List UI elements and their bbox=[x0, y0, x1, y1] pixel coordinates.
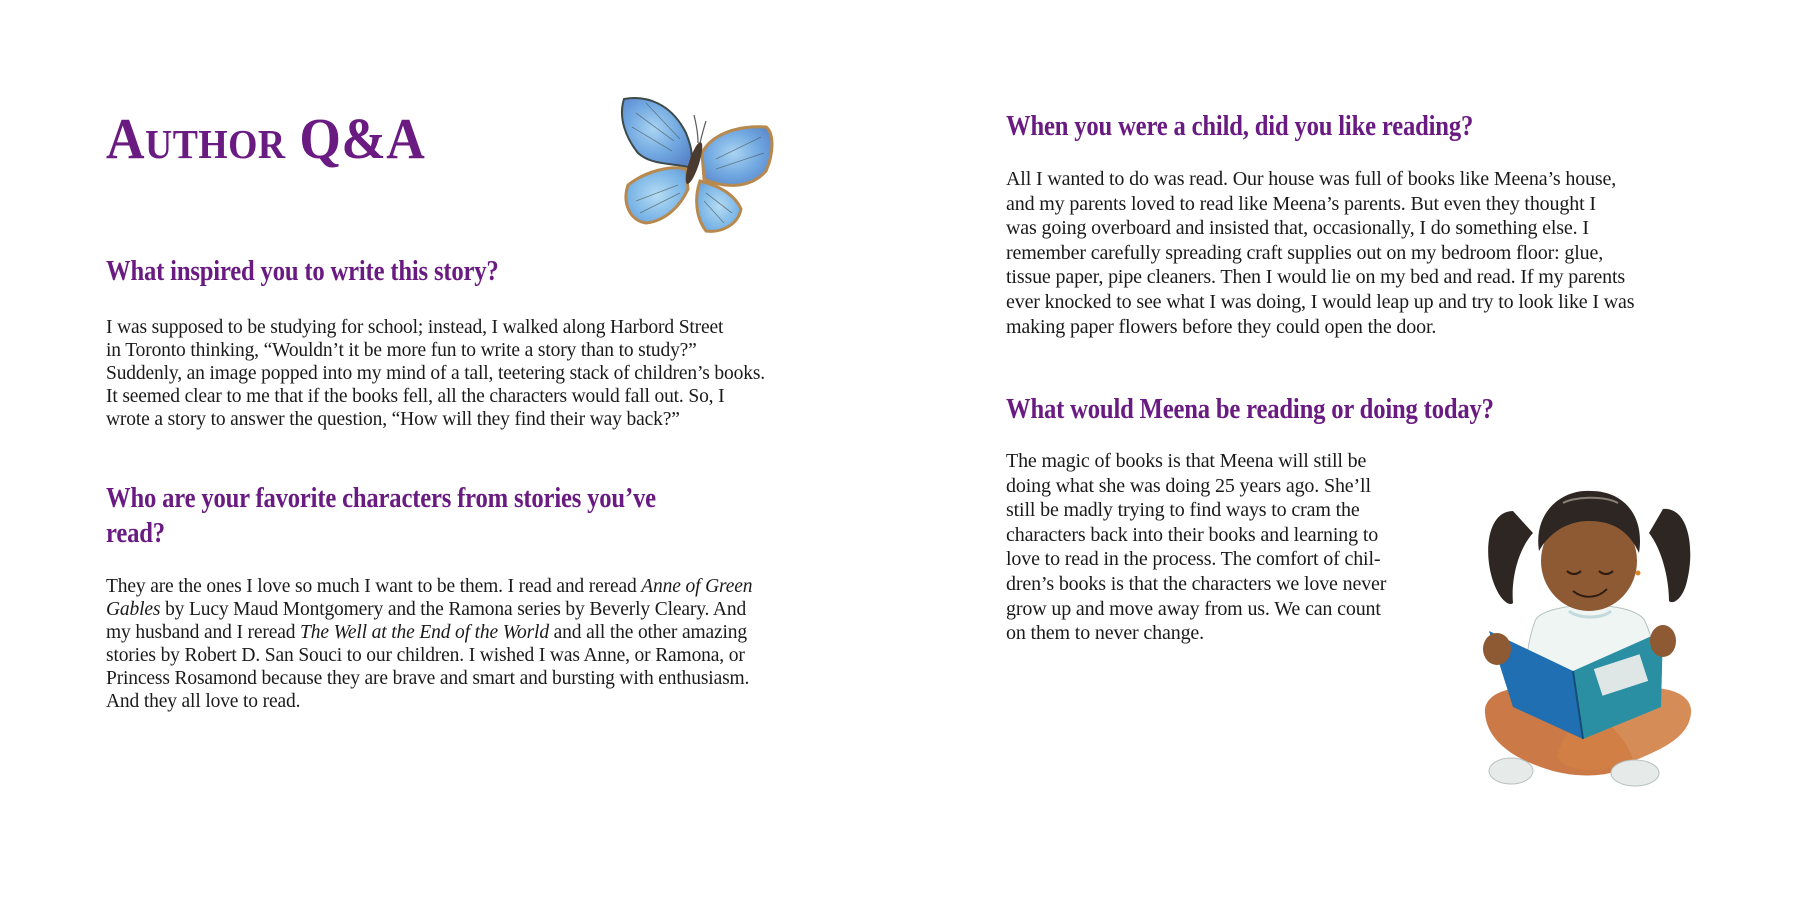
answer-line: grow up and move away from us. We can count bbox=[1006, 597, 1381, 620]
answer-paragraph bbox=[1006, 167, 1706, 339]
page-title: Author Q&A bbox=[106, 106, 426, 171]
question-heading: What inspired you to write this story? bbox=[106, 256, 499, 287]
answer-text: my husband and I reread bbox=[106, 622, 301, 643]
answer-paragraph bbox=[106, 316, 806, 431]
answer-line: And they all love to read. bbox=[106, 691, 301, 712]
question-heading: What would Meena be reading or doing today? bbox=[1006, 394, 1494, 425]
answer-text: and all the other amazing bbox=[548, 622, 747, 643]
answer-line: love to read in the process. The comfort of chil- bbox=[1006, 548, 1381, 571]
question-line: read? bbox=[106, 518, 165, 549]
answer-line: was going overboard and insisted that, occasionally, I do something else. I bbox=[1006, 217, 1589, 240]
answer-line: I was supposed to be studying for school; instead, I walked along Harbord Street bbox=[106, 317, 724, 338]
answer-line: on them to never change. bbox=[1006, 622, 1204, 645]
answer-line: All I wanted to do was read. Our house was full of books like Meena’s house, bbox=[1006, 168, 1617, 190]
book-title: Gables bbox=[106, 599, 161, 620]
answer-line: characters back into their books and learning to bbox=[1006, 523, 1379, 546]
answer-line: It seemed clear to me that if the books fell, all the characters would fall out. So, I bbox=[106, 386, 725, 407]
girl-reading-illustration bbox=[1473, 481, 1705, 793]
answer-line: stories by Robert D. San Souci to our children. I wished I was Anne, or Ramona, or bbox=[106, 645, 745, 666]
answer-text: by Lucy Maud Montgomery and the Ramona series by Beverly Cleary. And bbox=[160, 599, 747, 620]
answer-line: dren’s books is that the characters we love never bbox=[1006, 572, 1387, 595]
answer-line: Suddenly, an image popped into my mind of a tall, teetering stack of children’s books. bbox=[106, 363, 765, 384]
answer-line bbox=[106, 598, 806, 621]
right-page bbox=[900, 0, 1800, 900]
answer-line bbox=[106, 575, 806, 598]
answer-line bbox=[106, 621, 806, 644]
answer-line: making paper flowers before they could open the door. bbox=[1006, 315, 1437, 338]
answer-paragraph bbox=[106, 575, 806, 713]
answer-text: They are the ones I love so much I want to be them. I read and reread bbox=[106, 576, 642, 597]
answer-line: and my parents loved to read like Meena’s parents. But even they thought I bbox=[1006, 192, 1596, 215]
answer-line: Princess Rosamond because they are brave and smart and bursting with enthusiasm. bbox=[106, 668, 750, 689]
answer-line: ever knocked to see what I was doing, I would leap up and try to look like I was bbox=[1006, 290, 1635, 313]
answer-line: remember carefully spreading craft supplies out on my bedroom floor: glue, bbox=[1006, 241, 1604, 264]
answer-paragraph bbox=[1006, 449, 1436, 646]
answer-line: in Toronto thinking, “Wouldn’t it be more fun to write a story than to study?” bbox=[106, 340, 697, 361]
answer-line: still be madly trying to find ways to cram the bbox=[1006, 499, 1360, 522]
book-title: Anne of Green bbox=[641, 576, 753, 597]
answer-line: The magic of books is that Meena will still be bbox=[1006, 450, 1367, 472]
answer-line: doing what she was doing 25 years ago. She’ll bbox=[1006, 474, 1371, 497]
question-line: Who are your favorite characters from stories you’ve bbox=[106, 483, 656, 514]
butterfly-illustration bbox=[616, 93, 776, 235]
question-heading bbox=[106, 481, 656, 551]
answer-line: wrote a story to answer the question, “How will they find their way back?” bbox=[106, 409, 680, 430]
book-title: The Well at the End of the World bbox=[300, 622, 549, 643]
answer-line: tissue paper, pipe cleaners. Then I would lie on my bed and read. If my parents bbox=[1006, 266, 1626, 289]
question-heading: When you were a child, did you like reading? bbox=[1006, 111, 1474, 142]
